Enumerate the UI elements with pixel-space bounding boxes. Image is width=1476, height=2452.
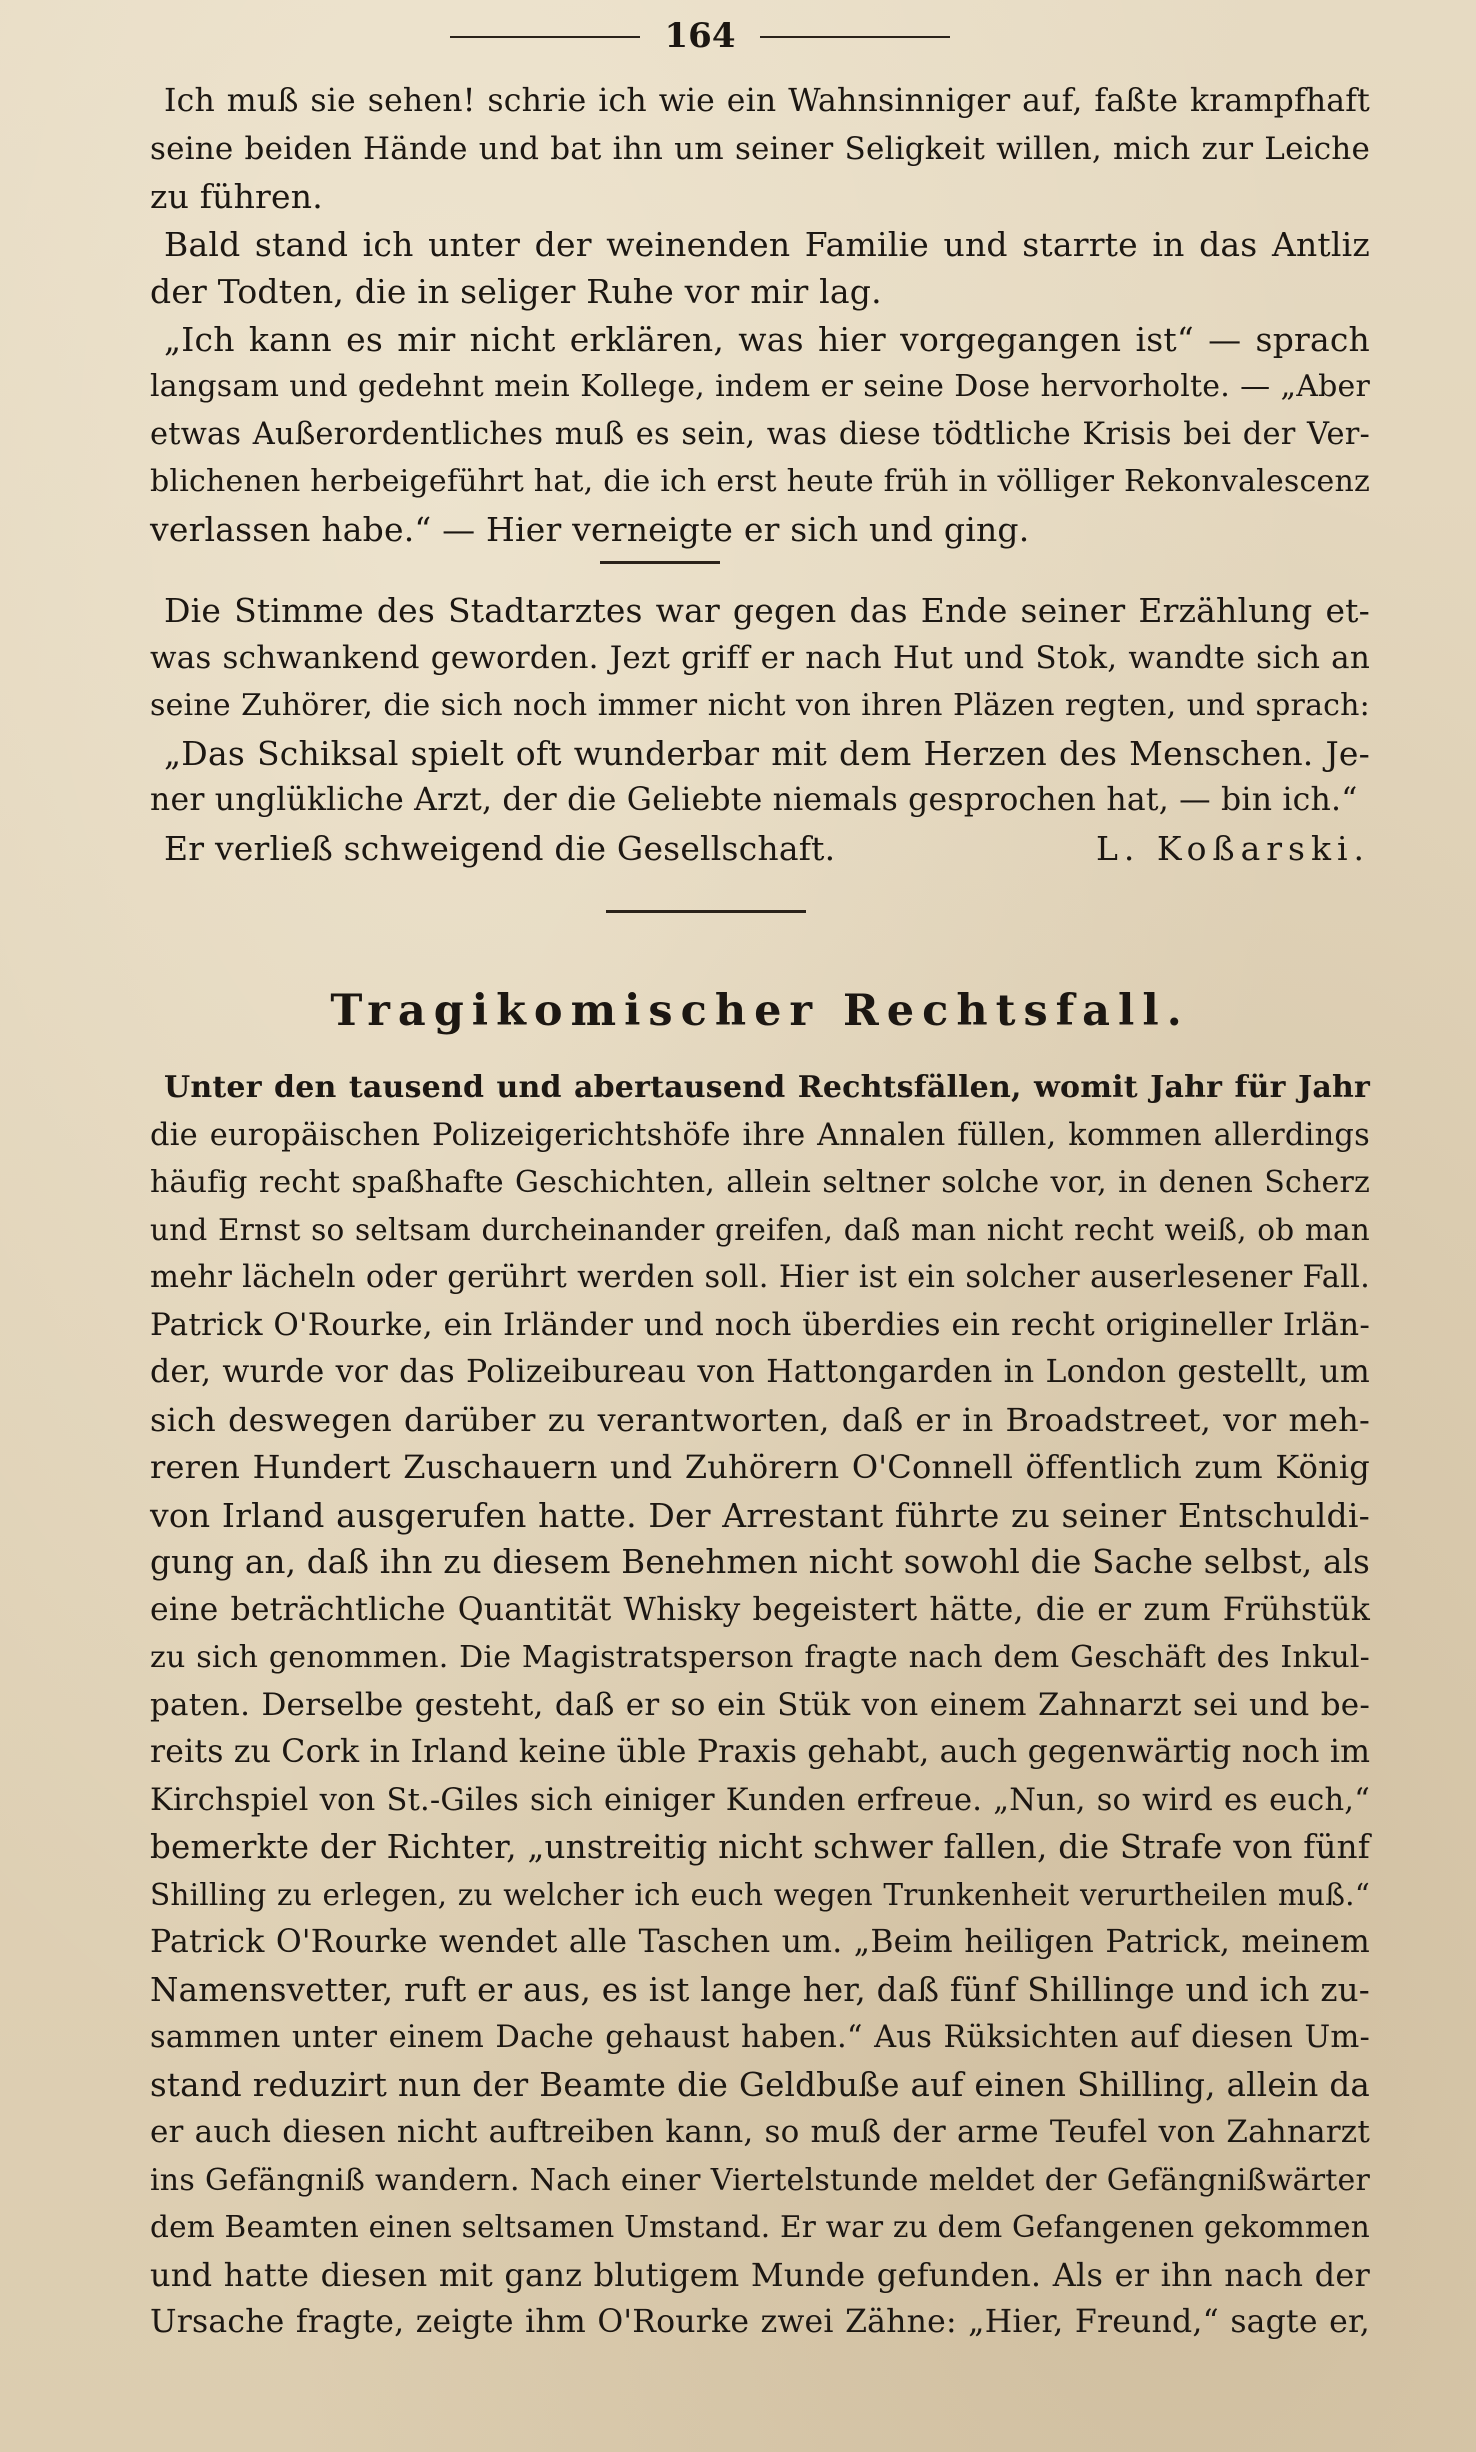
text-line: zu sich genommen. Die Magistratsperson fragte nach dem Geschäft des Inkul-: [150, 1640, 1370, 1675]
text-line: Bald stand ich unter der weinenden Familie und starrte in das Antliz: [164, 224, 1370, 264]
story-closing: [150, 587, 1370, 872]
text-line: von Irland ausgerufen hatte. Der Arrestant führte zu seiner Entschuldi-: [150, 1495, 1370, 1535]
page-number: 164: [664, 16, 736, 56]
text-line: „Ich kann es mir nicht erklären, was hier vorgegangen ist“ — sprach: [164, 319, 1370, 359]
text-line: Patrick O'Rourke, ein Irländer und noch überdies ein recht origineller Irlän-: [150, 1306, 1370, 1343]
separator-rule: [606, 910, 806, 913]
text-line: Shilling zu erlegen, zu welcher ich euch wegen Trunkenheit verurtheilen muß.“: [150, 1877, 1370, 1912]
text-line: häufig recht spaßhafte Geschichten, allein seltner solche vor, in denen Scherz: [150, 1165, 1370, 1200]
text-line: zu führen.: [150, 177, 323, 216]
text-line: dem Beamten einen seltsamen Umstand. Er war zu dem Gefangenen gekommen: [150, 2210, 1370, 2244]
text-line: bemerkte der Richter, „unstreitig nicht schwer fallen, die Strafe von fünf: [150, 1828, 1370, 1866]
text-line: ins Gefängniß wandern. Nach einer Viertelstunde meldet der Gefängnißwärter: [150, 2162, 1370, 2198]
text-line: sich deswegen darüber zu verantworten, daß er in Broadstreet, vor meh-: [150, 1400, 1370, 1439]
text-line: mehr lächeln oder gerührt werden soll. Hier ist ein solcher auserlesener Fall.: [150, 1260, 1370, 1295]
text-line: paten. Derselbe gesteht, daß er so ein Stük von einem Zahnarzt sei und be-: [150, 1686, 1370, 1723]
text-line: „Das Schiksal spielt oft wunderbar mit dem Herzen des Menschen. Je-: [164, 733, 1370, 773]
author-signature: L. Koßarski.: [1096, 828, 1370, 868]
text-line: sammen unter einem Dache gehaust haben.“ Aus Rüksichten auf diesen Um-: [150, 2020, 1370, 2055]
header-rule-right: [760, 36, 950, 38]
page-body: [150, 78, 1370, 2347]
closing-text: Er verließ schweigend die Gesellschaft.: [164, 828, 836, 868]
text-line: reren Hundert Zuschauern und Zuhörern O'Connell öffentlich zum König: [150, 1448, 1370, 1486]
separator-rule: [600, 561, 720, 564]
text-line: langsam und gedehnt mein Kollege, indem er seine Dose hervorholte. — „Aber: [150, 369, 1370, 404]
text-line: die europäischen Polizeigerichtshöfe ihre Annalen füllen, kommen allerdings: [150, 1117, 1370, 1153]
text-line: der Todten, die in seliger Ruhe vor mir lag.: [150, 272, 882, 311]
text-line: reits zu Cork in Irland keine üble Praxis gehabt, auch gegenwärtig noch im: [150, 1734, 1371, 1770]
text-line: seine beiden Hände und bat ihn um seiner Seligkeit willen, mich zur Leiche: [150, 130, 1370, 167]
text-line: und hatte diesen mit ganz blutigem Munde gefunden. Als er ihn nach der: [150, 2255, 1370, 2294]
text-line: Unter den tausend und abertausend Rechtsfällen, womit Jahr für Jahr: [164, 1070, 1370, 1105]
text-line: Ich muß sie sehen! schrie ich wie ein Wahnsinniger auf, faßte krampfhaft: [164, 83, 1370, 119]
text-line: er auch diesen nicht auftreiben kann, so muß der arme Teufel von Zahnarzt: [150, 2114, 1370, 2150]
page-header: [0, 14, 1476, 58]
article-separator: [150, 872, 1370, 976]
text-line: Namensvetter, ruft er aus, es ist lange her, daß fünf Shillinge und ich zu-: [150, 1970, 1370, 2009]
text-line: Die Stimme des Stadtarztes war gegen das Ende seiner Erzählung et-: [164, 591, 1370, 630]
section-separator: [150, 553, 1370, 587]
closing-line: [150, 825, 1370, 873]
text-line: blichenen herbeigeführt hat, die ich erst heute früh in völliger Rekonvalescenz: [150, 464, 1370, 499]
text-line: Kirchspiel von St.-Giles sich einiger Kunden erfreue. „Nun, so wird es euch,“: [150, 1782, 1370, 1818]
article-body: [150, 1064, 1370, 2347]
text-line: der, wurde vor das Polizeibureau von Hattongarden in London gestellt, um: [150, 1354, 1370, 1390]
article-title: Tragikomischer Rechtsfall.: [330, 986, 1190, 1036]
header-rule-left: [450, 36, 640, 38]
text-line: ner unglükliche Arzt, der die Geliebte niemals gesprochen hat, — bin ich.“: [150, 782, 1358, 818]
story-ending: [150, 78, 1370, 553]
text-line: Ursache fragte, zeigte ihm O'Rourke zwei Zähne: „Hier, Freund,“ sagte er,: [150, 2304, 1370, 2340]
text-line: stand reduzirt nun der Beamte die Geldbuße auf einen Shilling, allein da: [150, 2065, 1370, 2104]
text-line: verlassen habe.“ — Hier verneigte er sich und ging.: [150, 509, 1030, 549]
text-line: gung an, daß ihn zu diesem Benehmen nicht sowohl die Sache selbst, als: [150, 1543, 1370, 1581]
text-line: seine Zuhörer, die sich noch immer nicht von ihren Pläzen regten, und sprach:: [150, 688, 1370, 723]
text-line: Patrick O'Rourke wendet alle Taschen um. „Beim heiligen Patrick, meinem: [150, 1924, 1370, 1960]
text-line: und Ernst so seltsam durcheinander greifen, daß man nicht recht weiß, ob man: [150, 1212, 1370, 1247]
text-line: eine beträchtliche Quantität Whisky begeistert hätte, die er zum Frühstük: [150, 1591, 1370, 1628]
text-line: etwas Außerordentliches muß es sein, was diese tödtliche Krisis bei der Ver-: [150, 416, 1370, 452]
text-line: was schwankend geworden. Jezt griff er nach Hut und Stok, wandte sich an: [150, 639, 1370, 676]
